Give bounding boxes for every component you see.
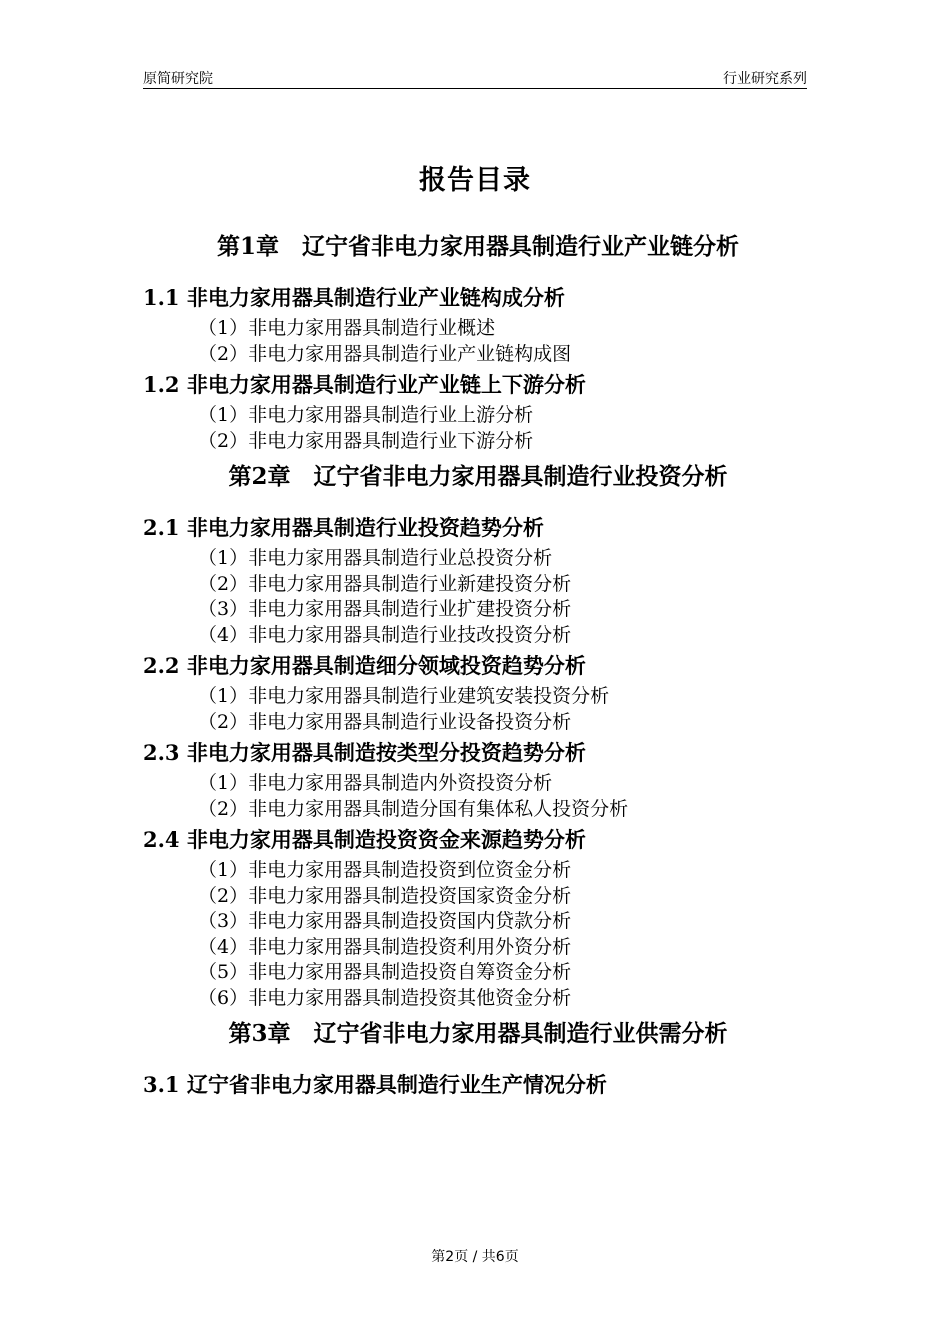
toc-item: （1）非电力家用器具制造行业概述: [198, 317, 496, 339]
header-org-name: 原简研究院: [143, 71, 213, 87]
toc-item: （1）非电力家用器具制造行业建筑安装投资分析: [198, 685, 610, 707]
toc-item: （2）非电力家用器具制造分国有集体私人投资分析: [198, 797, 629, 820]
section-heading: 1.2 非电力家用器具制造行业产业链上下游分析: [143, 372, 586, 397]
toc-item: （2）非电力家用器具制造行业产业链构成图: [198, 342, 572, 365]
toc-item: （2）非电力家用器具制造行业新建投资分析: [198, 572, 572, 595]
section-heading: 2.1 非电力家用器具制造行业投资趋势分析: [143, 515, 544, 540]
page-title: 报告目录: [419, 165, 531, 196]
toc-item: （1）非电力家用器具制造行业总投资分析: [198, 547, 553, 569]
toc-item: （3）非电力家用器具制造投资国内贷款分析: [198, 910, 572, 932]
page-footer: 第2页 / 共6页: [431, 1249, 519, 1265]
section-heading: 2.3 非电力家用器具制造按类型分投资趋势分析: [143, 740, 586, 765]
toc-item: （4）非电力家用器具制造行业技改投资分析: [198, 623, 572, 646]
toc-item: （1）非电力家用器具制造投资到位资金分析: [198, 859, 572, 881]
page-header: [143, 66, 807, 89]
section-heading: 1.1 非电力家用器具制造行业产业链构成分析: [143, 285, 565, 310]
chapter-heading: 第1章 辽宁省非电力家用器具制造行业产业链分析: [216, 233, 739, 260]
toc-item: （2）非电力家用器具制造行业下游分析: [198, 429, 534, 452]
toc-item: （2）非电力家用器具制造投资国家资金分析: [198, 884, 572, 907]
toc-item: （4）非电力家用器具制造投资利用外资分析: [198, 935, 572, 958]
toc-item: （1）非电力家用器具制造内外资投资分析: [198, 772, 553, 794]
header-series-name: 行业研究系列: [723, 71, 807, 87]
section-heading: 3.1 辽宁省非电力家用器具制造行业生产情况分析: [143, 1072, 607, 1097]
toc-item: （1）非电力家用器具制造行业上游分析: [198, 404, 534, 426]
chapter-heading: 第2章 辽宁省非电力家用器具制造行业投资分析: [228, 463, 728, 490]
section-heading: 2.4 非电力家用器具制造投资资金来源趋势分析: [143, 827, 586, 852]
toc-item: （3）非电力家用器具制造行业扩建投资分析: [198, 598, 572, 620]
section-heading: 2.2 非电力家用器具制造细分领域投资趋势分析: [143, 653, 586, 678]
chapter-heading: 第3章 辽宁省非电力家用器具制造行业供需分析: [228, 1020, 728, 1047]
toc-item: （6）非电力家用器具制造投资其他资金分析: [198, 986, 572, 1009]
table-of-contents: [143, 228, 823, 1103]
toc-item: （2）非电力家用器具制造行业设备投资分析: [198, 710, 572, 733]
toc-item: （5）非电力家用器具制造投资自筹资金分析: [198, 961, 572, 983]
